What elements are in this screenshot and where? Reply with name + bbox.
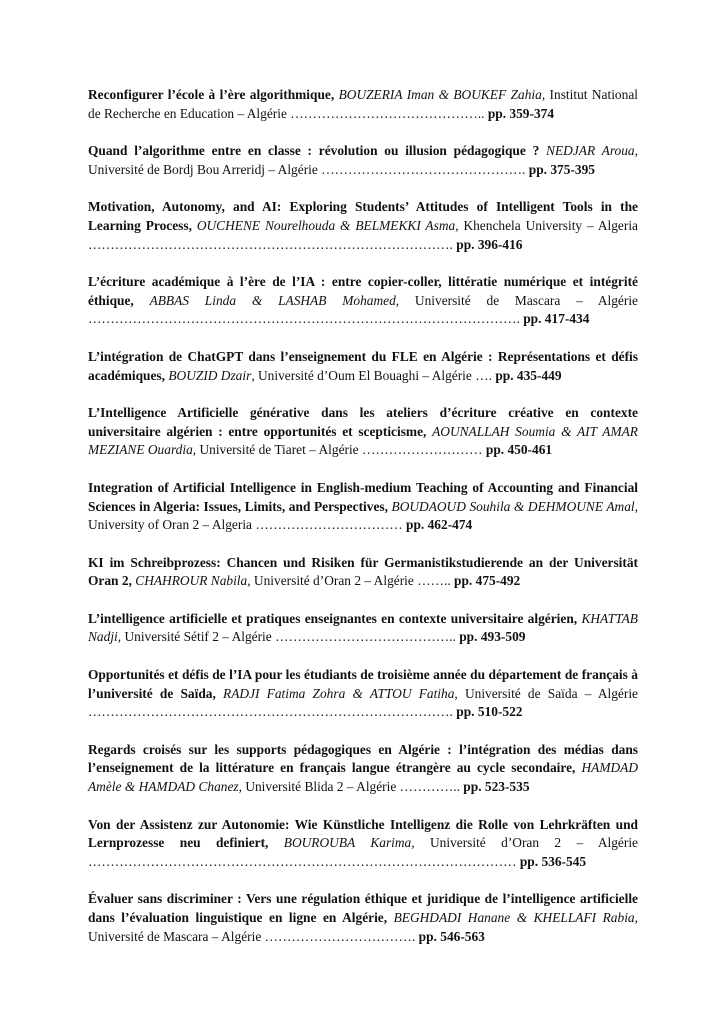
entry-title: Regards croisés sur les supports pédagogiques en Algérie : l’intégration des médias dans l’enseignement de la littérature en français langue étrangère au cycle secondaire, [88, 741, 638, 776]
entry-leader-dots: …………………………………….. [290, 105, 485, 121]
toc-entry [88, 816, 638, 872]
entry-title: Motivation, Autonomy, and AI: Exploring Students’ Attitudes of Intelligent Tools in the Learning Process, [88, 199, 638, 233]
entry-pages: pp. 435-449 [495, 367, 562, 383]
entry-affiliation: , Université de Bordj Bou Arreridj – Algérie [88, 143, 638, 177]
entry-title: Integration of Artificial Intelligence in English-medium Teaching of Accounting and Financial Sciences in Algeria: Issues, Limits, and Perspectives, [88, 479, 638, 514]
entry-affiliation: , Institut National de Recherche en Education – Algérie [88, 87, 638, 121]
entry-affiliation: , Université de Mascara – Algérie [395, 292, 638, 308]
entry-title: Évaluer sans discriminer : Vers une régulation éthique et juridique de l’intelligence artificielle dans l’évaluation linguistique en ligne en Algérie, [88, 891, 638, 925]
entry-affiliation: , Université d’Oum El Bouaghi – Algérie [251, 367, 472, 383]
entry-leader-dots: ………………………………………………………………………. [88, 236, 453, 252]
entry-authors: BOUROUBA Karima [283, 835, 412, 851]
toc-entry [88, 479, 638, 535]
entry-leader-dots: ………….. [399, 779, 460, 795]
entry-affiliation: , Université de Saïda – Algérie [454, 685, 638, 701]
entry-title: L’écriture académique à l’ère de l’IA : entre copier-coller, littératie numérique et intégrité éthique, [88, 274, 638, 308]
entry-pages: pp. 475-492 [454, 573, 521, 589]
entry-title: KI im Schreibprozess: Chancen und Risiken für Germanistikstudierende an der Universität Oran 2, [88, 554, 638, 589]
entry-leader-dots: …………………………………………………………………………………… [88, 853, 517, 869]
entry-authors: BEGHDADI Hanane & KHELLAFI Rabia [393, 910, 635, 925]
entry-leader-dots: ………………………………………………………………………. [88, 704, 453, 720]
entry-affiliation: , University of Oran 2 – Algeria [88, 498, 638, 533]
toc-entry [88, 554, 638, 591]
entry-title: Quand l’algorithme entre en classe : révolution ou illusion pédagogique ? [88, 143, 540, 159]
entry-authors: HAMDAD Amèle & HAMDAD Chanez [88, 760, 638, 795]
entry-affiliation: , Université Blida 2 – Algérie [238, 779, 397, 795]
entry-authors: ABBAS Linda & LASHAB Mohamed [149, 292, 396, 308]
entry-authors: KHATTAB Nadji [88, 610, 638, 645]
toc-entry [88, 142, 638, 179]
entry-leader-dots: …………………………… [255, 517, 403, 533]
entry-authors: BOUZID Dzair [168, 367, 252, 383]
entry-leader-dots: ……………………… [362, 442, 483, 458]
entry-pages: pp. 375-395 [528, 161, 595, 177]
entry-affiliation: , Khenchela University – Algeria [455, 217, 638, 233]
entry-affiliation: , Université de Tiaret – Algérie [192, 442, 359, 458]
entry-authors: NEDJAR Aroua [546, 143, 635, 159]
toc-entry [88, 741, 638, 797]
entry-pages: pp. 510-522 [456, 704, 523, 720]
entry-pages: pp. 396-416 [456, 236, 523, 252]
entry-leader-dots: …. [475, 367, 492, 383]
entry-authors: OUCHENE Nourelhouda & BELMEKKI Asma [196, 217, 456, 233]
toc-entry [88, 198, 638, 254]
entry-pages: pp. 359-374 [487, 105, 555, 121]
entry-authors: BOUDAOUD Souhila & DEHMOUNE Amal [391, 498, 635, 514]
entry-title: Opportunités et défis de l’IA pour les étudiants de troisième année du département de français à l’université de Saïda, [88, 667, 638, 701]
entry-title: L’Intelligence Artificielle générative dans les ateliers d’écriture créative en contexte universitaire algérien : entre opportunités et scepticisme, [88, 405, 638, 439]
toc-entry [88, 610, 638, 647]
entry-pages: pp. 450-461 [485, 442, 553, 458]
entry-pages: pp. 462-474 [406, 517, 473, 533]
toc-entry [88, 86, 638, 123]
entry-leader-dots: ………………………………………. [321, 161, 526, 177]
table-of-contents [88, 86, 638, 946]
entry-authors: AOUNALLAH Soumia & AIT AMAR MEZIANE Ouardia [88, 423, 638, 458]
entry-pages: pp. 546-563 [418, 928, 485, 944]
entry-leader-dots: …….. [417, 573, 451, 589]
entry-pages: pp. 493-509 [459, 629, 526, 645]
entry-affiliation: , Université d’Oran 2 – Algérie [411, 835, 638, 851]
entry-leader-dots: ……………………………………………………………………………………. [88, 311, 520, 327]
toc-entry [88, 273, 638, 329]
toc-entry [88, 348, 638, 385]
entry-title: Von der Assistenz zur Autonomie: Wie Künstliche Intelligenz die Rolle von Lehrkräften und Lernprozesse neu definiert, [88, 816, 638, 851]
entry-title: Reconfigurer l’école à l’ère algorithmique, [88, 87, 335, 102]
entry-pages: pp. 536-545 [519, 853, 587, 869]
entry-affiliation: , Université de Mascara – Algérie [88, 910, 638, 944]
toc-entry [88, 666, 638, 722]
entry-pages: pp. 417-434 [523, 311, 590, 327]
entry-title: L’intégration de ChatGPT dans l’enseignement du FLE en Algérie : Représentations et défis académiques, [88, 348, 638, 383]
toc-entry [88, 890, 638, 946]
entry-leader-dots: ………………………………….. [275, 629, 456, 645]
entry-authors: BOUZERIA Iman & BOUKEF Zahia [338, 87, 542, 102]
entry-affiliation: , Université d’Oran 2 – Algérie [247, 573, 414, 589]
entry-pages: pp. 523-535 [463, 779, 530, 795]
entry-leader-dots: ……………………………. [264, 928, 416, 944]
entry-authors: RADJI Fatima Zohra & ATTOU Fatiha [223, 685, 455, 701]
entry-authors: CHAHROUR Nabila [135, 573, 248, 589]
toc-entry [88, 404, 638, 460]
entry-affiliation: , Université Sétif 2 – Algérie [117, 629, 272, 645]
entry-title: L’intelligence artificielle et pratiques enseignantes en contexte universitaire algérien, [88, 610, 578, 626]
